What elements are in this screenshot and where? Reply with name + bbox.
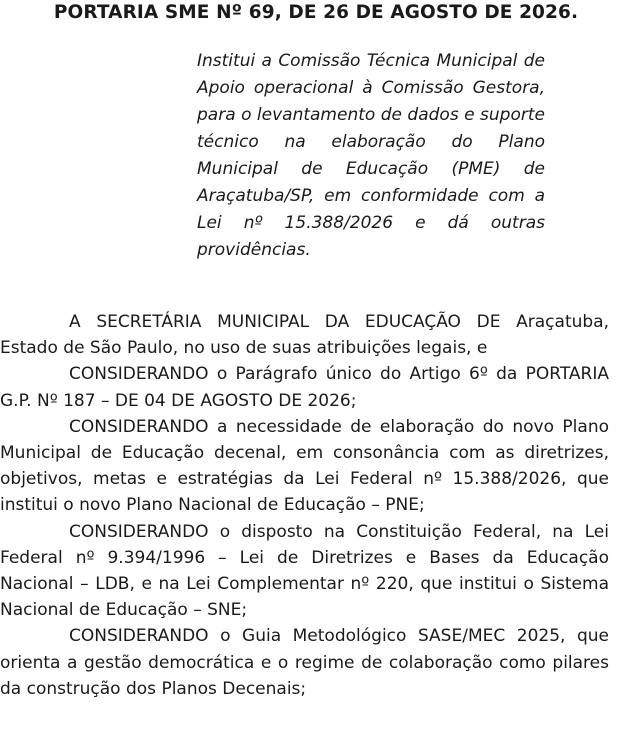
ementa-text: Institui a Comissão Técnica Municipal de Apoio operacional à Comissão Gestora, para o levantamento de dados e suporte técnico na elaboração do Plano Municipal de Educação (PME) de Araçatuba/SP, em conformidade com a Lei nº 15.388/2026 e dá outras providências. <box>197 51 545 260</box>
document-body <box>0 309 609 702</box>
considerando-paragraph-4: CONSIDERANDO o Guia Metodológico SASE/MEC 2025, que orienta a gestão democrática e o regime de colaboração como pilares da construção dos Planos Decenais; <box>0 626 609 699</box>
document-title: PORTARIA SME Nº 69, DE 26 DE AGOSTO DE 2026. <box>53 2 579 23</box>
considerando-paragraph-3: CONSIDERANDO o disposto na Constituição Federal, na Lei Federal nº 9.394/1996 – Lei de Diretrizes e Bases da Educação Nacional – LDB, e na Lei Complementar nº 220, que institui o Sistema Nacional de Educação – SNE; <box>0 521 609 621</box>
considerando-paragraph-2: CONSIDERANDO a necessidade de elaboração do novo Plano Municipal de Educação decenal, em consonância com as diretrizes, objetivos, metas e estratégias da Lei Federal nº 15.388/2026, que institui o novo Plano Nacional de Educação – PNE; <box>0 416 609 516</box>
preamble-paragraph: A SECRETÁRIA MUNICIPAL DA EDUCAÇÃO DE Araçatuba, Estado de São Paulo, no uso de suas atribuições legais, e <box>0 312 609 359</box>
considerando-paragraph-1: CONSIDERANDO o Parágrafo único do Artigo 6º da PORTARIA G.P. Nº 187 – DE 04 DE AGOSTO DE 2026; <box>0 364 609 411</box>
